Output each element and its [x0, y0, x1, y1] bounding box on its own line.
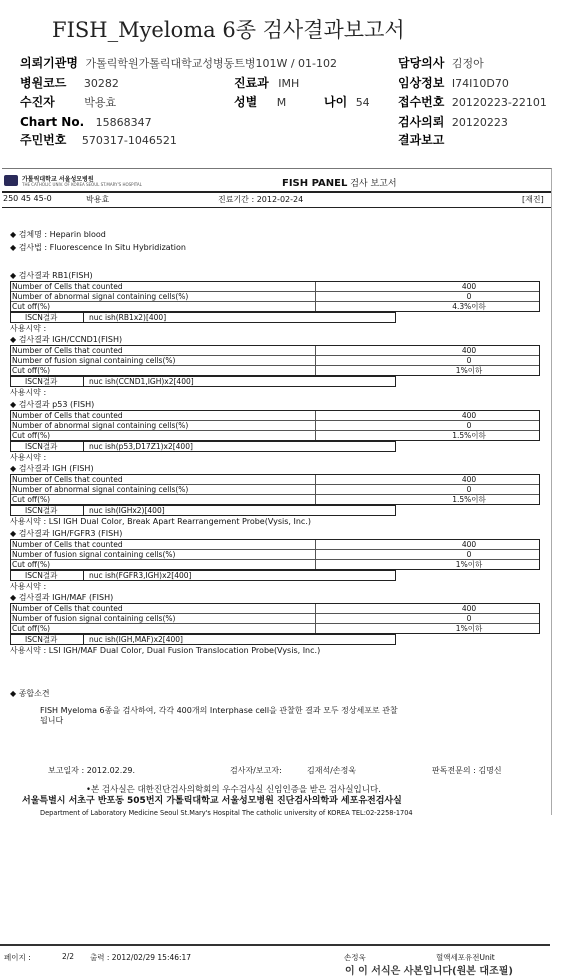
row-label: Number of abnormal signal containing cells(%) [12, 292, 189, 301]
page-number: 2/2 [62, 952, 75, 961]
table-row [11, 282, 539, 292]
field-value: I74I10D70 [451, 77, 509, 90]
table-row [11, 604, 539, 614]
result-table [10, 539, 540, 570]
header-field-hospital-code [20, 77, 119, 90]
row-label: Number of abnormal signal containing cells(%) [12, 485, 189, 494]
row-value: 0 [466, 292, 472, 301]
table-row [11, 475, 539, 485]
reagent-note: 사용시약 : LSI IGH/MAF Dual Color, Dual Fusion Translocation Probe(Vysis, Inc.) [10, 646, 321, 655]
iscn-divider [83, 313, 84, 322]
iscn-value: nuc ish(p53,D17Z1)x2[400] [89, 442, 193, 451]
page-label: 페이지 : [4, 953, 31, 962]
result-heading: ◆ 검사결과 IGH/MAF (FISH) [10, 593, 114, 602]
result-table [10, 603, 540, 634]
table-row [11, 560, 539, 569]
patient-id: 250 45 45-0 [3, 194, 52, 203]
header-field-department [234, 77, 299, 90]
row-value: 1.5%이하 [452, 495, 486, 504]
row-label: Cut off(%) [12, 302, 51, 311]
result-table [10, 474, 540, 505]
field-label: Chart No. [20, 115, 85, 129]
iscn-divider [83, 635, 84, 644]
field-value: IMH [278, 77, 300, 90]
table-row [11, 495, 539, 504]
table-row [11, 411, 539, 421]
specimen: ◆ 검체명 : Heparin blood [10, 230, 106, 239]
reagent-note: 사용시약 : [10, 388, 47, 397]
table-row [11, 614, 539, 624]
inspector-names: 김재석/손정욱 [307, 766, 357, 775]
iscn-label: ISCN결과 [25, 313, 58, 322]
result-heading: ◆ 검사결과 RB1(FISH) [10, 271, 93, 280]
row-label: Number of fusion signal containing cells(%) [12, 550, 176, 559]
result-heading: ◆ 검사결과 IGH/CCND1(FISH) [10, 335, 123, 344]
page-title: FISH_Myeloma 6종 검사결과보고서 [52, 18, 405, 42]
row-label: Number of Cells that counted [12, 540, 123, 549]
row-value: 400 [461, 282, 477, 291]
field-label: 담당의사 [398, 56, 445, 70]
reagent-note: 사용시약 : [10, 582, 47, 591]
row-value: 1%이하 [455, 624, 483, 633]
header-field-request-date [398, 116, 508, 129]
table-row [11, 431, 539, 440]
header-field-patient [20, 96, 116, 109]
report-patient-bar [2, 193, 551, 208]
iscn-divider [83, 377, 84, 386]
lab-address-en: Department of Laboratory Medicine Seoul St.Mary's Hospital The catholic university of KOREA TEL:02-2258-1704 [40, 809, 413, 817]
iscn-result [10, 634, 396, 645]
iscn-value: nuc ish(IGHx2)[400] [89, 506, 165, 515]
iscn-value: nuc ish(FGFR3,IGH)x2[400] [89, 571, 192, 580]
result-table [10, 410, 540, 441]
result-table [10, 281, 540, 312]
header-field-age [324, 96, 370, 109]
field-value: 570317-1046521 [81, 134, 177, 147]
row-label: Number of fusion signal containing cells(%) [12, 356, 176, 365]
row-label: Number of Cells that counted [12, 282, 123, 291]
row-label: Cut off(%) [12, 431, 51, 440]
specialist: 판독전문의 : 김명신 [432, 766, 502, 775]
field-label: 임상정보 [398, 76, 445, 90]
field-label: 나이 [324, 95, 348, 109]
field-label: 결과보고 [398, 133, 445, 147]
table-row [11, 366, 539, 375]
certification-note: •본 검사실은 대한진단검사의학회의 우수검사실 신임인증을 받은 검사실입니다. [86, 785, 381, 795]
method: ◆ 검사법 : Fluorescence In Situ Hybridization [10, 243, 186, 252]
field-label: 검사의뢰 [398, 115, 445, 129]
inspector-label: 검사자/보고자: [230, 766, 282, 775]
footer-unit: 혈액세포유전Unit [436, 953, 495, 962]
field-label: 주민번호 [20, 133, 67, 147]
hospital-logo-icon [4, 175, 18, 186]
row-label: Cut off(%) [12, 624, 51, 633]
patient-name: 박용효 [86, 195, 110, 204]
iscn-label: ISCN결과 [25, 635, 58, 644]
iscn-value: nuc ish(CCND1,IGH)x2[400] [89, 377, 194, 386]
scanned-report [2, 168, 552, 815]
field-value: 54 [355, 96, 370, 109]
row-label: Number of Cells that counted [12, 604, 123, 613]
row-label: Cut off(%) [12, 495, 51, 504]
row-value: 400 [461, 604, 477, 613]
row-value: 400 [461, 540, 477, 549]
report-date: 보고일자 : 2012.02.29. [48, 766, 136, 775]
iscn-value: nuc ish(IGH,MAF)x2[400] [89, 635, 183, 644]
iscn-label: ISCN결과 [25, 506, 58, 515]
summary-heading: ◆ 종합소견 [10, 689, 50, 698]
row-value: 400 [461, 346, 477, 355]
header-field-sex [234, 96, 286, 109]
row-value: 0 [466, 614, 472, 623]
result-table [10, 345, 540, 376]
row-label: Number of Cells that counted [12, 411, 123, 420]
field-value: 15868347 [95, 116, 152, 129]
row-value: 1.5%이하 [452, 431, 486, 440]
field-value: M [276, 96, 287, 109]
row-value: 1%이하 [455, 366, 483, 375]
table-row [11, 485, 539, 495]
table-row [11, 356, 539, 366]
summary-line-1: FISH Myeloma 6종을 검사하여, 각각 400개의 Interphase cell을 관찰한 결과 모두 정상세포로 관찰 [40, 706, 398, 715]
iscn-divider [83, 571, 84, 580]
lab-address: 서울특별시 서초구 반포동 505번지 가톨릭대학교 서울성모병원 진단검사의학과 세포유전검사실 [22, 796, 402, 806]
treatment-period: 진료기간 : 2012-02-24 [218, 195, 304, 204]
iscn-divider [83, 442, 84, 451]
field-value: 가톨릭학원가톨릭대학교성병동트병101W / 01-102 [85, 57, 338, 70]
table-row [11, 421, 539, 431]
row-value: 4.3%이하 [452, 302, 486, 311]
header-field-clinical-info [398, 77, 509, 90]
header-field-chart-no [20, 116, 152, 129]
table-row [11, 346, 539, 356]
row-label: Number of Cells that counted [12, 346, 123, 355]
row-label: Number of fusion signal containing cells(%) [12, 614, 176, 623]
report-title-rest: 검사 보고서 [350, 179, 397, 189]
row-value: 1%이하 [455, 560, 483, 569]
field-value: 30282 [83, 77, 119, 90]
row-value: 0 [466, 485, 472, 494]
iscn-result [10, 570, 396, 581]
table-row [11, 624, 539, 633]
reagent-note: 사용시약 : LSI IGH Dual Color, Break Apart Rearrangement Probe(Vysis, Inc.) [10, 517, 311, 526]
table-row [11, 550, 539, 560]
field-label: 수진자 [20, 95, 55, 109]
iscn-divider [83, 506, 84, 515]
row-value: 400 [461, 411, 477, 420]
report-title-bold: FISH PANEL [282, 178, 348, 189]
table-row [11, 292, 539, 302]
result-heading: ◆ 검사결과 IGH/FGFR3 (FISH) [10, 529, 123, 538]
row-value: 400 [461, 475, 477, 484]
field-value: 박용효 [84, 96, 117, 109]
header-field-receipt-no [398, 96, 547, 109]
field-label: 병원코드 [20, 76, 67, 90]
table-row [11, 540, 539, 550]
row-label: Cut off(%) [12, 366, 51, 375]
field-value: 김정아 [451, 57, 484, 70]
iscn-result [10, 312, 396, 323]
reagent-note: 사용시약 : [10, 453, 47, 462]
row-value: 0 [466, 550, 472, 559]
print-time: 출력 : 2012/02/29 15:46:17 [90, 953, 192, 962]
table-row [11, 302, 539, 311]
iscn-value: nuc ish(RB1x2)[400] [89, 313, 167, 322]
hospital-subtitle: THE CATHOLIC UNIV. OF KOREA SEOUL ST.MARY'S HOSPITAL [22, 182, 142, 187]
field-label: 의뢰기관명 [20, 56, 78, 70]
row-value: 0 [466, 356, 472, 365]
field-label: 접수번호 [398, 95, 445, 109]
row-label: Cut off(%) [12, 560, 51, 569]
footer-person: 손정욱 [344, 953, 366, 962]
field-value: 20120223-22101 [451, 96, 547, 109]
field-value: 20120223 [451, 116, 508, 129]
result-heading: ◆ 검사결과 p53 (FISH) [10, 400, 95, 409]
iscn-label: ISCN결과 [25, 571, 58, 580]
iscn-label: ISCN결과 [25, 377, 58, 386]
report-title [282, 176, 397, 189]
iscn-result [10, 376, 396, 387]
row-value: 0 [466, 421, 472, 430]
reagent-note: 사용시약 : [10, 324, 47, 333]
field-label: 진료과 [234, 76, 269, 90]
hospital-name: 가톨릭대학교 서울성모병원 [22, 176, 94, 183]
row-label: Number of abnormal signal containing cells(%) [12, 421, 189, 430]
summary-line-2: 됩니다 [40, 716, 64, 725]
visit-type: [재진] [522, 195, 544, 204]
iscn-label: ISCN결과 [25, 442, 58, 451]
report-header [2, 173, 551, 193]
iscn-result [10, 505, 396, 516]
iscn-result [10, 441, 396, 452]
result-heading: ◆ 검사결과 IGH (FISH) [10, 464, 94, 473]
field-label: 성별 [234, 95, 258, 109]
header-field-result-report [398, 134, 448, 147]
header-field-doctor [398, 57, 484, 70]
row-label: Number of Cells that counted [12, 475, 123, 484]
copy-stamp: 이 이 서식은 사본입니다(원본 대조필) [345, 966, 513, 977]
header-field-resident-no [20, 134, 177, 147]
header-field-institution [20, 57, 337, 70]
